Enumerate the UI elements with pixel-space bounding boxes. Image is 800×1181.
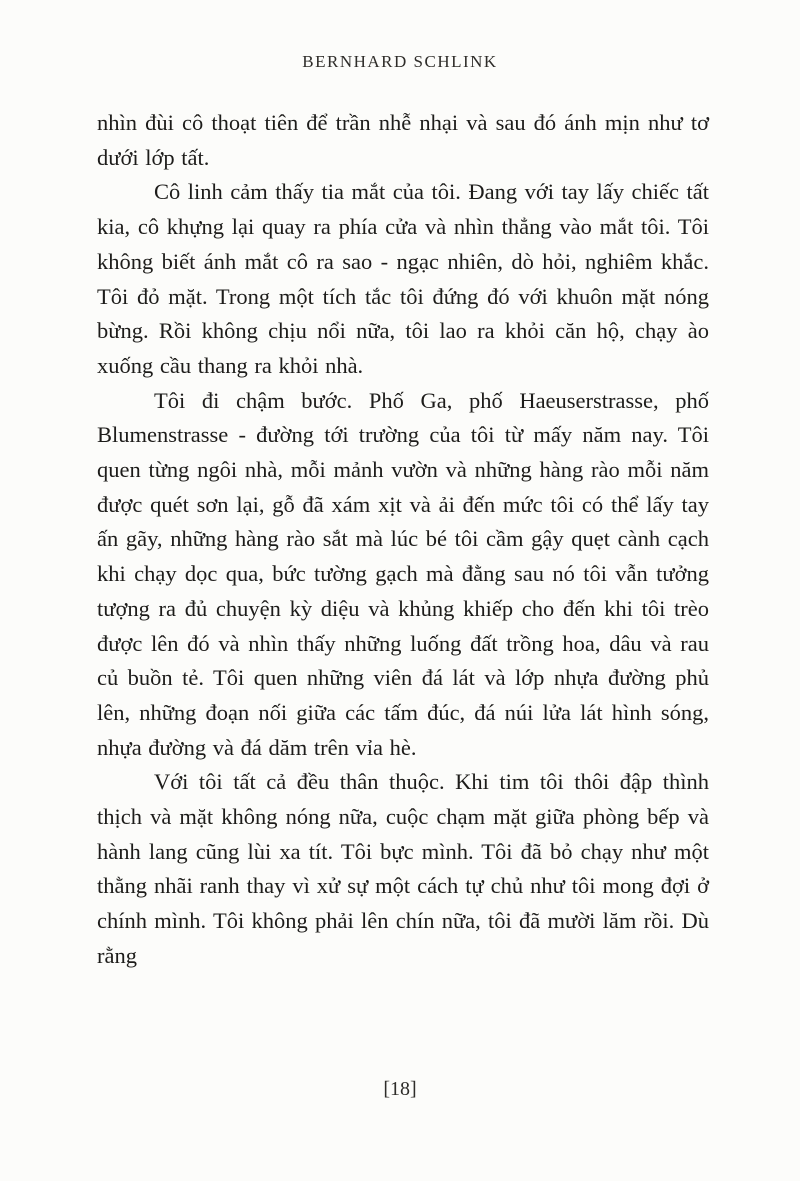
running-header: BERNHARD SCHLINK (302, 52, 498, 71)
page-number: [18] (383, 1078, 417, 1100)
paragraph: Cô linh cảm thấy tia mắt của tôi. Đang với tay lấy chiếc tất kia, cô khựng lại quay ra phía cửa và nhìn thẳng vào mắt tôi. Tôi không biết ánh mắt cô ra sao - ngạc nhiên, dò hỏi, nghiêm khắc. Tôi đỏ mặt. Trong một tích tắc tôi đứng đó với khuôn mặt nóng bừng. Rồi không chịu nổi nữa, tôi lao ra khỏi căn hộ, chạy ào xuống cầu thang ra khỏi nhà. (97, 179, 709, 378)
paragraph: Tôi đi chậm bước. Phố Ga, phố Haeuserstrasse, phố Blumenstrasse - đường tới trường của tôi từ mấy năm nay. Tôi quen từng ngôi nhà, mỗi mảnh vườn và những hàng rào mỗi năm được quét sơn lại, gỗ đã xám xịt và ải đến mức tôi có thể lấy tay ấn gãy, những hàng rào sắt mà lúc bé tôi cầm gậy quẹt cành cạch khi chạy dọc qua, bức tường gạch mà đằng sau nó tôi vẫn tưởng tượng ra đủ chuyện kỳ diệu và khủng khiếp cho đến khi tôi trèo được lên đó và nhìn thấy những luống đất trồng hoa, dâu và rau củ buồn tẻ. Tôi quen những viên đá lát và lớp nhựa đường phủ lên, những đoạn nối giữa các tấm đúc, đá núi lửa lát hình sóng, nhựa đường và đá dăm trên vỉa hè. (97, 387, 709, 760)
page-body (97, 106, 709, 974)
paragraph: Với tôi tất cả đều thân thuộc. Khi tim tôi thôi đập thình thịch và mặt không nóng nữa, cuộc chạm mặt giữa phòng bếp và hành lang cũng lùi xa tít. Tôi bực mình. Tôi đã bỏ chạy như một thằng nhãi ranh thay vì xử sự một cách tự chủ như tôi mong đợi ở chính mình. Tôi không phải lên chín nữa, tôi đã mười lăm rồi. Dù rằng (97, 769, 709, 968)
paragraph: nhìn đùi cô thoạt tiên để trần nhễ nhại và sau đó ánh mịn như tơ dưới lớp tất. (97, 110, 709, 170)
